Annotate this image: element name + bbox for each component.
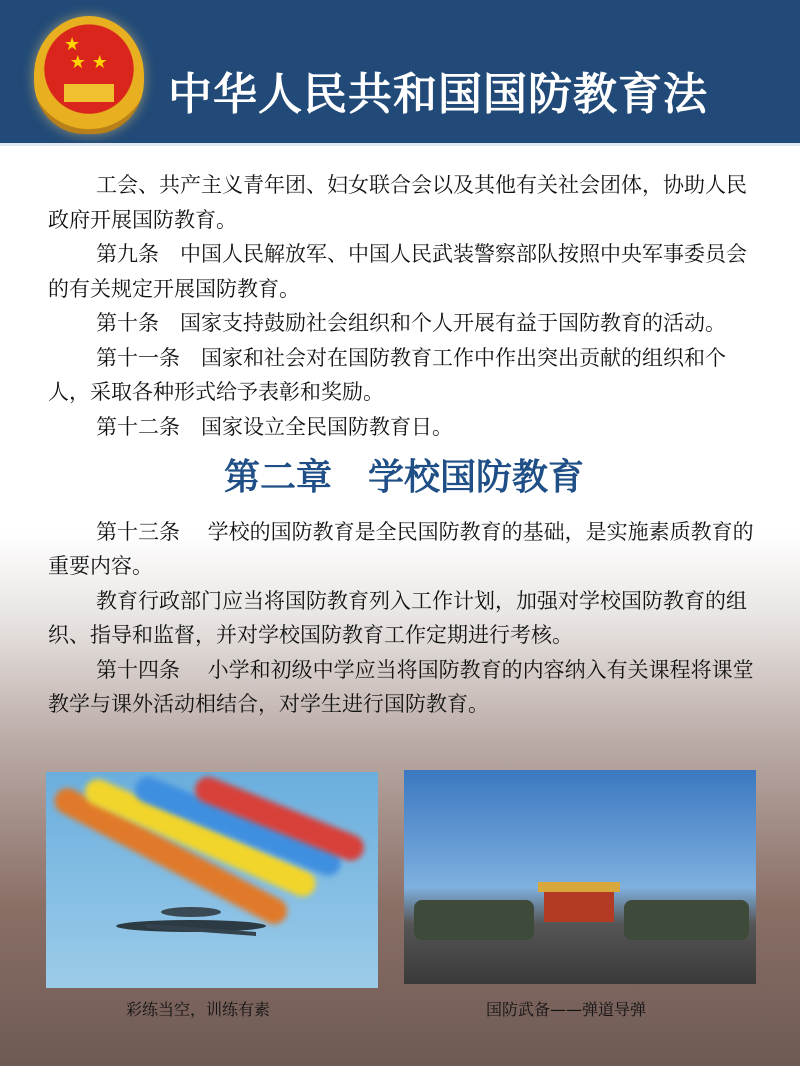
document-body <box>48 168 760 722</box>
paragraph: 教育行政部门应当将国防教育列入工作计划，加强对学校国防教育的组织、指导和监督，并对学校国防教育工作定期进行考核。 <box>48 588 747 647</box>
photo-caption-left: 彩练当空，训练有素 <box>126 1000 271 1019</box>
paragraph: 第十二条 国家设立全民国防教育日。 <box>96 414 453 439</box>
paragraph: 第十三条 学校的国防教育是全民国防教育的基础，是实施素质教育的重要内容。 <box>48 519 754 578</box>
air-show-photo <box>46 772 378 988</box>
paragraph: 第九条 中国人民解放军、中国人民武装警察部队按照中央军事委员会的有关规定开展国防教育。 <box>48 242 747 301</box>
header-divider <box>0 143 800 146</box>
paragraph: 第十四条 小学和初级中学应当将国防教育的内容纳入有关课程将课堂教学与课外活动相结合，对学生进行国防教育。 <box>48 657 754 716</box>
aircraft-icon <box>106 902 276 942</box>
header-banner <box>0 0 800 143</box>
chapter-heading: 第二章 学校国防教育 <box>223 456 584 498</box>
tiananmen-gate-icon <box>544 890 614 922</box>
paragraph: 第十一条 国家和社会对在国防教育工作中作出突出贡献的组织和个人，采取各种形式给予表彰和奖励。 <box>48 345 726 404</box>
missile-parade-photo <box>404 770 756 984</box>
national-emblem-icon: ★ ★ ★ <box>34 16 144 134</box>
page-title: 中华人民共和国国防教育法 <box>168 69 708 120</box>
paragraph: 工会、共产主义青年团、妇女联合会以及其他有关社会团体，协助人民政府开展国防教育。 <box>48 173 747 232</box>
paragraph: 第十条 国家支持鼓励社会组织和个人开展有益于国防教育的活动。 <box>96 311 726 335</box>
photo-caption-right: 国防武备——弹道导弹 <box>486 1000 647 1019</box>
